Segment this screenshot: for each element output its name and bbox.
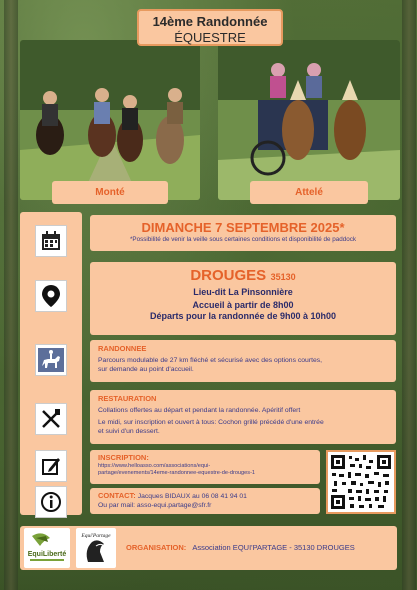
label-monte: Monté (52, 181, 168, 204)
event-date: DIMANCHE 7 SEPTEMBRE 2025* (141, 220, 345, 235)
location-panel (90, 262, 396, 335)
svg-text:Equi'Partage: Equi'Partage (81, 533, 111, 539)
background-tree (4, 0, 18, 590)
photo-attele (218, 40, 400, 200)
restauration-text1: Collations offertes au départ et pendant la randonnée. Apéritif offert (98, 407, 301, 414)
organisation-label: ORGANISATION: (126, 543, 187, 552)
contact-mail[interactable]: Ou par mail: asso-equi.partage@sfr.fr (98, 502, 212, 509)
postcode: 35130 (270, 272, 296, 282)
calendar-icon (35, 225, 67, 257)
place: Lieu-dit La Pinsonnière (193, 287, 293, 297)
label-attele: Attelé (250, 181, 368, 204)
randonnee-title: RANDONNEE (98, 344, 147, 353)
info-icon (35, 486, 67, 518)
edit-icon (35, 450, 67, 482)
event-title-line1: 14ème Randonnée (152, 14, 268, 29)
horse-rider-icon (35, 344, 67, 376)
cutlery-icon (35, 403, 67, 435)
inscription-panel (90, 450, 320, 484)
background-tree (402, 0, 416, 590)
equipartage-logo (76, 528, 116, 568)
town: DROUGES (190, 267, 267, 284)
inscription-url-line2: partage/evenements/14eme-randonnee-equestre-de-drouges-1 (98, 470, 256, 476)
event-title-line2: ÉQUESTRE (174, 30, 246, 45)
qr-code[interactable] (326, 450, 396, 514)
inscription-link[interactable] (98, 463, 312, 477)
event-title-box (137, 9, 283, 46)
randonnee-panel (90, 340, 396, 382)
welcome-time: Accueil à partir de 8h00 (192, 300, 294, 310)
randonnee-text1: Parcours modulable de 27 km fléché et sécurisé avec des options courtes, (98, 357, 323, 364)
restauration-text3: et suivi d'un dessert. (98, 428, 160, 435)
contact-label: CONTACT: (98, 491, 136, 500)
organisation-text: Association EQUI'PARTAGE - 35130 DROUGES (192, 543, 355, 552)
randonnee-text2: sur demande au point d'accueil. (98, 366, 194, 373)
photo-monte (20, 40, 200, 200)
inscription-url-line1: https://www.helloasso.com/associations/equi- (98, 463, 211, 469)
contact-text: Jacques BIDAUX au 06 08 41 94 01 (137, 493, 247, 500)
date-panel (90, 215, 396, 251)
icon-column (20, 212, 82, 515)
restauration-title: RESTAURATION (98, 394, 157, 403)
svg-text:EquiLiberté: EquiLiberté (27, 551, 67, 558)
restauration-text2: Le midi, sur inscription et ouvert à tous: Cochon grillé précédé d'une entrée (98, 419, 324, 426)
date-note: *Possibilité de venir la veille sous certaines conditions et disponibilité de paddock (129, 236, 357, 243)
contact-panel (90, 488, 320, 514)
footer (20, 526, 397, 570)
location-pin-icon (35, 280, 67, 312)
equiliberte-logo (24, 528, 70, 568)
departure-time: Départs pour la randonnée de 9h00 à 10h00 (149, 311, 337, 321)
inscription-title: INSCRIPTION: (98, 453, 149, 462)
restauration-panel (90, 390, 396, 444)
